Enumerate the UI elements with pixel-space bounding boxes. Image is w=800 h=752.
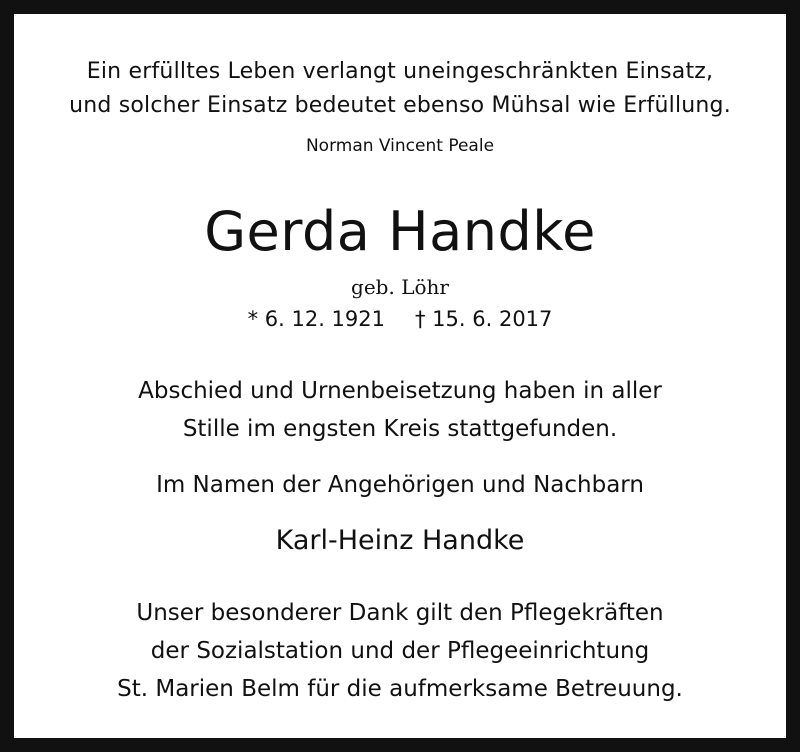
thanks-line-3: St. Marien Belm für die aufmerksame Betreuung. <box>117 676 683 702</box>
death-date: † 15. 6. 2017 <box>415 307 553 331</box>
deceased-name: Gerda Handke <box>204 200 596 263</box>
quote-line-1: Ein erfülltes Leben verlangt uneingeschränkten Einsatz, <box>86 59 714 84</box>
thanks-line-2: der Sozialstation und der Pflegeeinrichtung <box>150 638 650 664</box>
signer-name: Karl-Heinz Handke <box>275 525 525 556</box>
quote-author: Norman Vincent Peale <box>305 136 495 156</box>
quote-line-2: und solcher Einsatz bedeutet ebenso Mühsal wie Erfüllung. <box>69 93 731 118</box>
thanks-line-1: Unser besonderer Dank gilt den Pflegekräften <box>136 600 664 626</box>
message-line-2: Stille im engsten Kreis stattgefunden. <box>182 416 618 442</box>
on-behalf-line: Im Namen der Angehörigen und Nachbarn <box>156 472 644 498</box>
birth-date: * 6. 12. 1921 <box>247 307 385 331</box>
message-line-1: Abschied und Urnenbeisetzung haben in aller <box>138 378 662 404</box>
maiden-name: geb. Löhr <box>351 275 449 299</box>
life-dates <box>14 309 786 330</box>
